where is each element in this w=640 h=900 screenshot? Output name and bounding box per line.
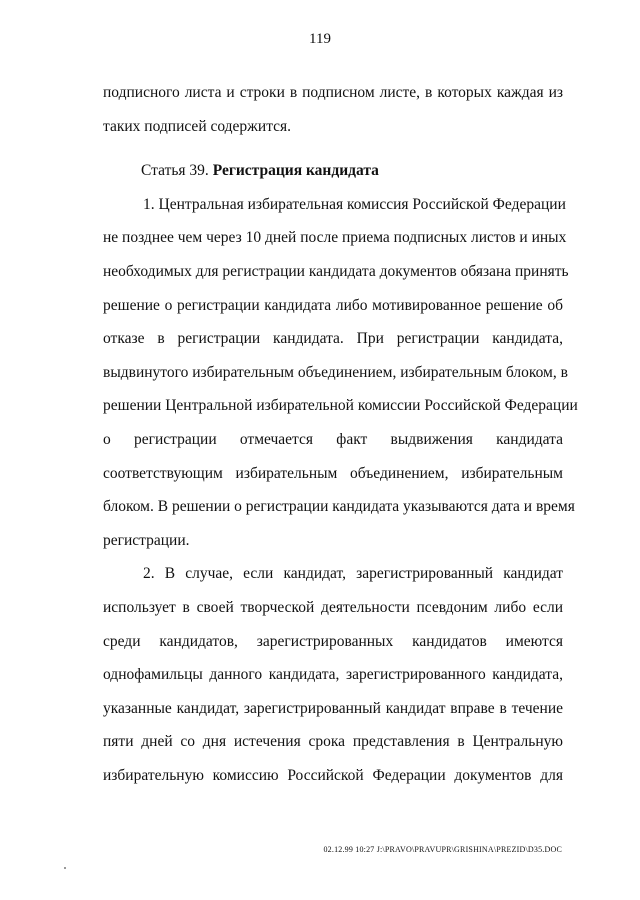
- text-line: о регистрации отмечается факт выдвижения кандидата: [103, 430, 563, 448]
- page-number: 119: [309, 31, 331, 47]
- document-body: [103, 76, 578, 792]
- text-line: соответствующим избирательным объединением, избирательным: [103, 464, 563, 482]
- text-line: блоком. В решении о регистрации кандидата указываются дата и время: [103, 498, 575, 516]
- paragraph-gap: [103, 143, 563, 154]
- text-line: однофамильцы данного кандидата, зарегистрированного кандидата,: [103, 666, 563, 684]
- text-line: среди кандидатов, зарегистрированных кандидатов имеются: [103, 632, 563, 650]
- text-line: решение о регистрации кандидата либо мотивированное решение об: [103, 296, 563, 314]
- text-line: подписного листа и строки в подписном листе, в которых каждая из: [103, 84, 563, 101]
- text-line: не позднее чем через 10 дней после приема подписных листов и иных: [103, 229, 567, 247]
- text-line: решении Центральной избирательной комиссии Российской Федерации: [103, 397, 578, 415]
- article-heading-prefix: Статья 39.: [141, 162, 213, 180]
- text-line: таких подписей содержится.: [103, 117, 292, 135]
- text-line: 2. В случае, если кандидат, зарегистрированный кандидат: [143, 565, 563, 583]
- text-line: использует в своей творческой деятельности псевдоним либо если: [103, 598, 563, 616]
- text-line: регистрации.: [103, 531, 190, 549]
- text-line: избирательную комиссию Российской Федерации документов для: [103, 766, 563, 784]
- text-line: отказе в регистрации кандидата. При регистрации кандидата,: [103, 330, 563, 348]
- text-line: пяти дней со дня истечения срока представления в Центральную: [103, 733, 563, 751]
- file-path-footer: 02.12.99 10:27 J:\PRAVO\PRAVUPR\GRISHINA\PREZID\D35.DOC: [323, 845, 562, 854]
- scan-speck: [64, 867, 66, 869]
- text-line: необходимых для регистрации кандидата документов обязана принять: [103, 262, 569, 280]
- text-line: выдвинутого избирательным объединением, избирательным блоком, в: [103, 363, 568, 381]
- text-line: указанные кандидат, зарегистрированный кандидат вправе в течение: [103, 699, 563, 717]
- text-line: 1. Центральная избирательная комиссия Российской Федерации: [143, 195, 566, 213]
- article-heading-title: Регистрация кандидата: [212, 162, 379, 180]
- article-heading: [103, 154, 563, 188]
